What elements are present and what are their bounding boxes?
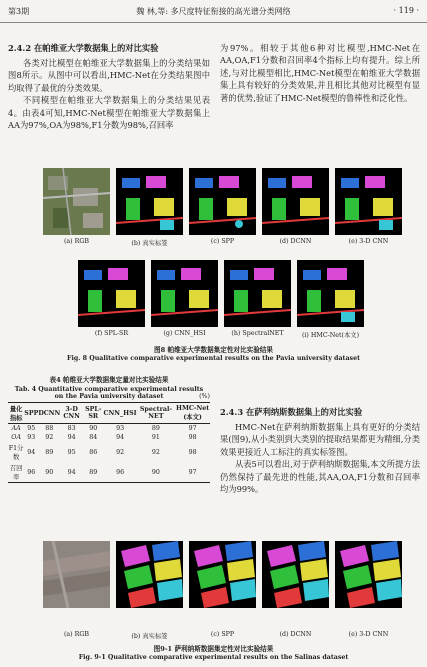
header-cell: 量化指标 [9, 406, 23, 422]
table-header-row [8, 403, 210, 424]
table-cell: 90 [151, 468, 160, 476]
hmc-net-result [297, 260, 364, 327]
paragraph [220, 421, 420, 495]
figure-8-row-1-labels [43, 238, 402, 247]
rgb-image [43, 168, 110, 235]
label-ground-truth: (b) 真实标签 [131, 633, 168, 640]
table-4 [8, 402, 210, 483]
table-cell: 92 [45, 434, 54, 441]
salinas-dcnn-result [262, 541, 329, 608]
table-cell: 93 [27, 434, 36, 441]
figure-8-caption-en: Fig. 8 Qualitative comparative experimental results on the Pavia university dataset [66, 355, 360, 362]
table-cell: 召回率 [9, 465, 23, 481]
continued-paragraph [220, 42, 420, 104]
figure-9-labels [43, 631, 402, 640]
paragraph-1: 各类对比模型在帕维亚大学数据集上的分类结果如图8所示。从图中可以看出,HMC-Net在分类结果图中均取得了最优的分类效果。 [8, 58, 210, 93]
salinas-spp-result [189, 541, 256, 608]
salinas-3d-cnn-result [335, 541, 402, 608]
table-cell: 89 [151, 425, 160, 432]
spectralnet-result [224, 260, 291, 327]
table-cell: 86 [89, 448, 98, 456]
paragraph [8, 57, 210, 131]
label-hmc-net: (i) HMC-Net(本文) [301, 332, 360, 339]
figure-9-caption-en: Fig. 9-1 Qualitative comparative experimental results on the Salinas dataset [78, 654, 349, 661]
table-cell: 94 [116, 434, 125, 441]
label-dcnn: (d) DCNN [279, 631, 312, 638]
label-spp: (c) SPP [210, 238, 235, 245]
header-cell: DCNN [38, 409, 61, 417]
table-cell: 93 [116, 425, 125, 432]
table-cell: 97 [188, 468, 197, 476]
label-cnn-hsi: (g) CNN_HSI [163, 330, 206, 337]
paragraph-2: 不同模型在帕维亚大学数据集上的分类结果见表4。由表4可知,HMC-Net模型在帕维亚大学数据集上AA为97%,OA为98%,F1分数为98%,召回率 [8, 95, 210, 131]
table-cell: 90 [45, 468, 54, 476]
dcnn-result [262, 168, 329, 235]
section-title: 2.4.3 在萨利纳斯数据集上的对比实验 [220, 407, 363, 417]
label-dcnn: (d) DCNN [279, 238, 312, 245]
issue-number: 第3期 [8, 7, 30, 16]
table-cell: 89 [45, 448, 54, 456]
table-cell: 91 [151, 434, 160, 441]
table-cell: F1分数 [8, 445, 24, 461]
table-cell: 94 [27, 448, 36, 456]
table-cell: 96 [116, 468, 125, 476]
table-cell: 96 [27, 468, 36, 476]
header-cell: Spectral-NET [139, 406, 172, 420]
table-cell: 83 [67, 425, 76, 432]
section-title: 2.4.2 在帕维亚大学数据集上的对比实验 [8, 43, 159, 53]
label-rgb: (a) RGB [63, 631, 90, 638]
table-cell: 95 [27, 425, 36, 432]
cnn-hsi-result [151, 260, 218, 327]
page-number: · 119 · [393, 6, 419, 15]
table-cell: 92 [151, 448, 160, 456]
label-rgb: (a) RGB [63, 238, 90, 245]
table-cell: 94 [67, 434, 76, 441]
figure-8-row-1 [43, 168, 402, 235]
3d-cnn-result [335, 168, 402, 235]
header-cell: SPL-SR [85, 406, 102, 420]
label-3d-cnn: (e) 3-D CNN [348, 238, 389, 245]
figure-9-row [43, 541, 402, 608]
table-cell: 90 [89, 425, 98, 432]
spp-result [189, 168, 256, 235]
label-spectralnet: (h) SpectralNET [231, 330, 284, 337]
header-cell: HMC-Net (本文) [176, 405, 210, 421]
figure-8-caption-cn: 图8 帕维亚大学数据集定性对比实验结果 [154, 346, 273, 354]
table-cell: OA [11, 434, 21, 441]
table-cell: 89 [89, 468, 98, 476]
spl-sr-result [78, 260, 145, 327]
running-title: 魏 林,等: 多尺度特征衔接的高光谱分类网络 [136, 7, 291, 16]
table-row [8, 424, 210, 434]
table-4-unit: (%) [199, 393, 210, 400]
ground-truth-map [116, 168, 183, 235]
paragraph-5: 从表5可以看出,对于萨利纳斯数据集,本文所提方法仍然保持了最先进的性能,其AA,OA,F1分数和召回率均为99%。 [220, 459, 420, 495]
header-cell: CNN_HSI [103, 409, 137, 417]
figure-8-row-2-labels [78, 330, 364, 339]
table-row [8, 433, 210, 442]
table-cell: 98 [188, 434, 197, 441]
table-row [8, 462, 210, 483]
figure-9-caption-cn: 图9-1 萨利纳斯数据集定性对比实验结果 [153, 645, 274, 653]
salinas-rgb-image [43, 541, 110, 608]
table-row [8, 442, 210, 462]
label-spp: (c) SPP [210, 631, 235, 638]
salinas-ground-truth [116, 541, 183, 608]
section-2-4-2 [8, 42, 210, 131]
table-cell: 98 [188, 448, 197, 456]
label-ground-truth: (b) 真实标签 [131, 240, 168, 247]
figure-8-row-2 [78, 260, 364, 327]
table-4-title-en-2-text: on the Pavia university dataset [54, 393, 164, 400]
table-cell: 92 [116, 448, 125, 456]
table-cell: 97 [188, 425, 197, 432]
section-2-4-3 [220, 406, 420, 495]
paragraph-3: 为97%。相较于其他6种对比模型,HMC-Net在AA,OA,F1分数和召回率4个指标上均有提升。综上所述,与对比模型相比,HMC-Net模型在帕维亚大学数据集上具有较好的分类效果,并且相比其他对比模型有显著的优势,验证了HMC-Net模型的鲁棒性和泛化性。 [220, 43, 420, 103]
table-cell: 94 [67, 468, 76, 476]
table-cell: 84 [89, 434, 98, 441]
table-cell: AA [11, 425, 21, 432]
paragraph-4: HMC-Net在萨利纳斯数据集上具有更好的分类结果(图9),从小类别到大类别的提取结果都更为精细,分类效果更接近人工标注的真实标签图。 [220, 422, 420, 457]
label-spl-sr: (f) SPL-SR [94, 330, 129, 337]
table-4-block [8, 374, 210, 483]
header-cell: SPP [24, 409, 39, 417]
table-4-title-cn: 表4 帕维亚大学数据集定量对比实验结果 [49, 376, 169, 384]
table-4-title-en-1: Tab. 4 Quantitative comparative experimental results [14, 386, 204, 393]
table-4-title-en-2 [8, 393, 210, 400]
header-cell: 3-D CNN [63, 406, 80, 420]
table-cell: 88 [45, 425, 54, 432]
label-3d-cnn: (e) 3-D CNN [348, 631, 389, 638]
table-cell: 95 [67, 448, 76, 456]
